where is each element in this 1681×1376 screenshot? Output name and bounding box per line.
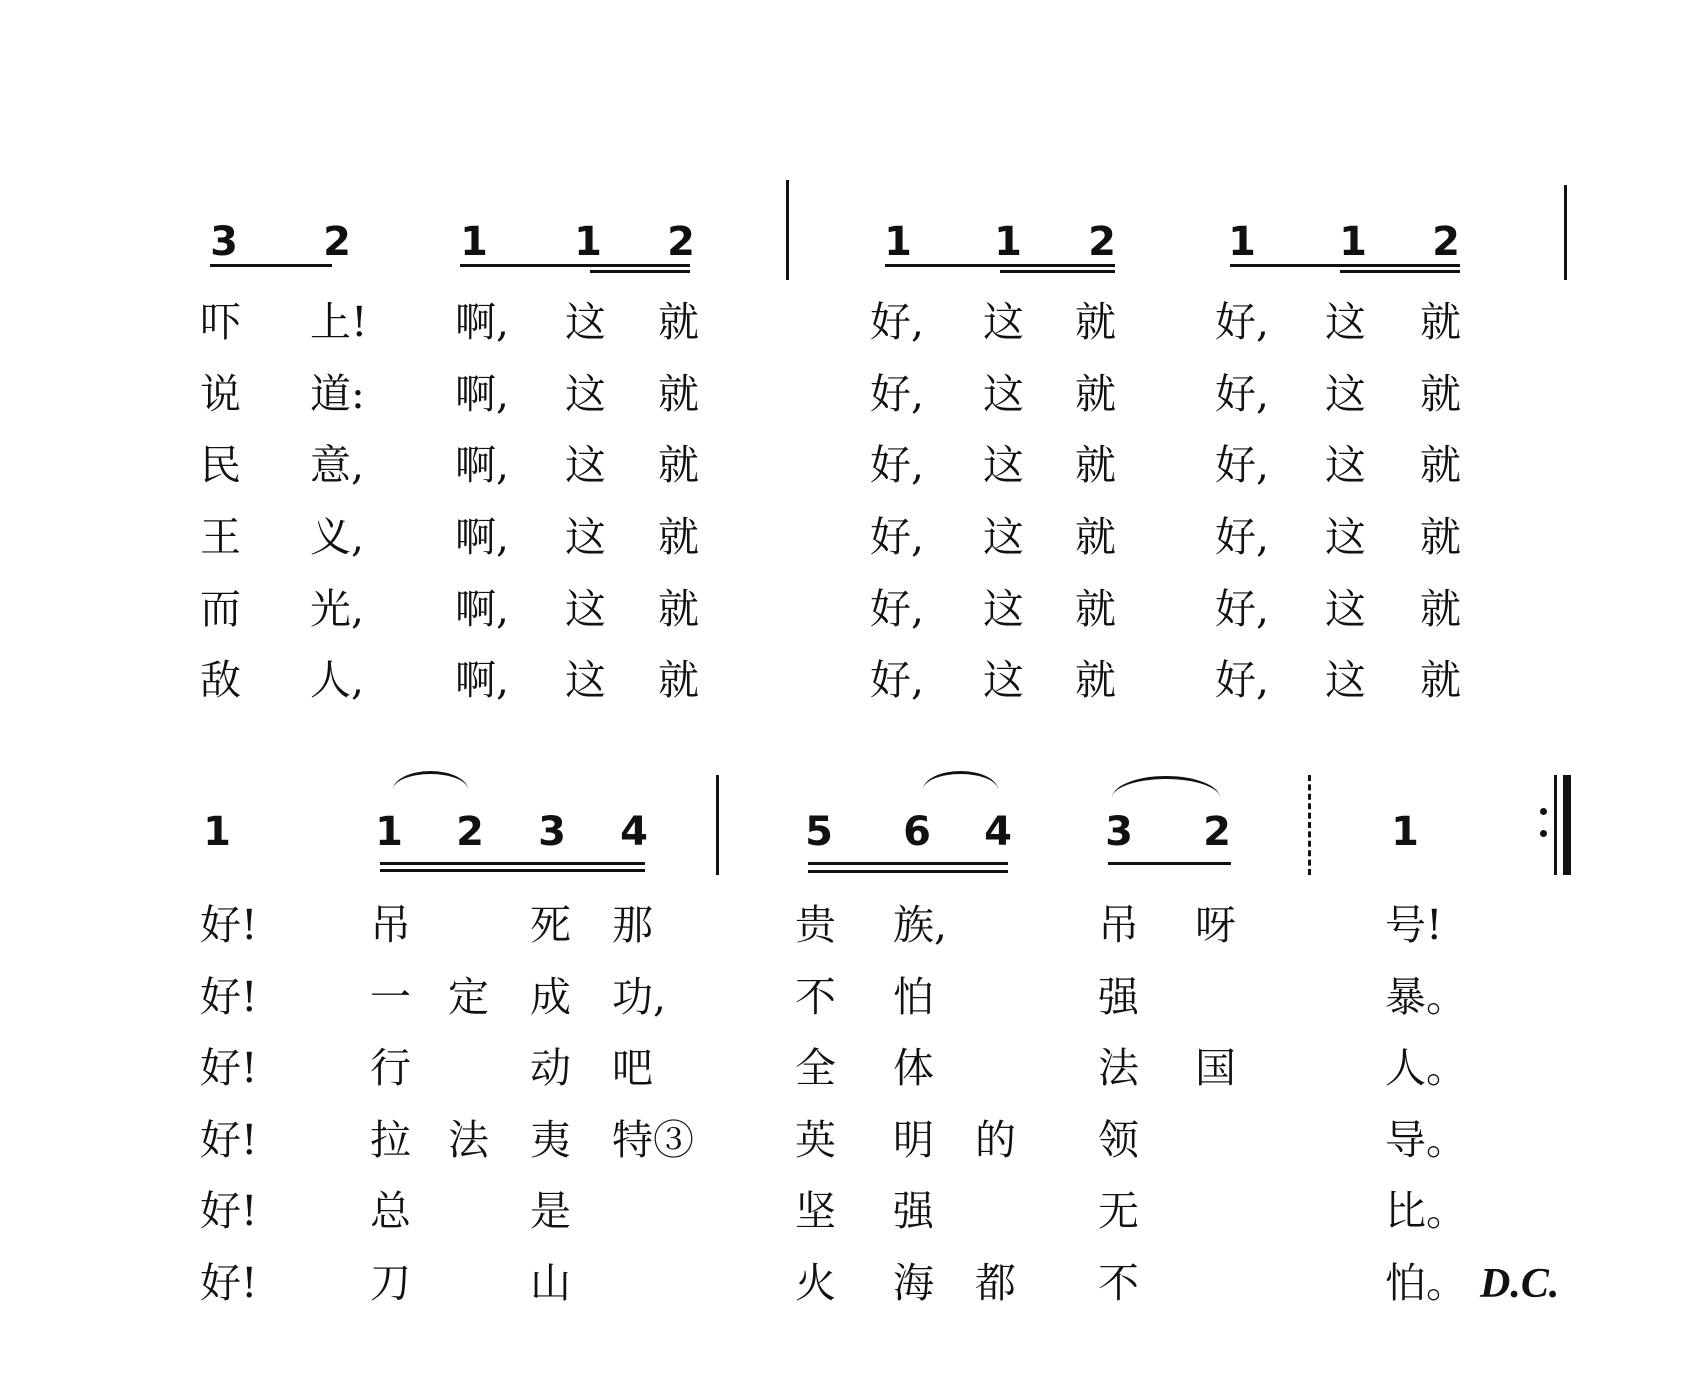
system2-lyric: 特③ (612, 1116, 694, 1164)
system1-lyric: 啊, (455, 656, 510, 704)
system1-lyric: 就 (658, 513, 699, 561)
note-underline (808, 870, 1008, 873)
system2-lyric: 行 (370, 1044, 411, 1092)
system1-note: 2 (667, 219, 695, 265)
system2-lyric: 海 (893, 1259, 934, 1307)
note-underline (1000, 270, 1115, 273)
system1-lyric: 这 (1325, 441, 1366, 489)
system2-lyric: 刀 (370, 1259, 411, 1307)
system1-lyric: 好, (870, 441, 925, 489)
system2-lyric: 领 (1098, 1116, 1139, 1164)
system2-lyric: 人。 (1385, 1044, 1467, 1092)
system2-lyric: 好! (200, 1044, 258, 1092)
note-underline (380, 862, 645, 865)
system1-lyric: 这 (565, 298, 606, 346)
system1-lyric: 而 (200, 585, 241, 633)
system2-lyric: 是 (530, 1187, 571, 1235)
system1-note: 2 (1088, 219, 1116, 265)
slur-arc (923, 771, 998, 790)
system1-note: 1 (1228, 219, 1256, 265)
system1-lyric: 人, (310, 656, 365, 704)
system1-note: 3 (210, 219, 238, 265)
system1-lyric: 就 (658, 370, 699, 418)
system1-note: 1 (460, 219, 488, 265)
system1-lyric: 义, (310, 513, 365, 561)
system2-note: 2 (456, 809, 484, 855)
system2-lyric: 不 (795, 973, 836, 1021)
system1-lyric: 这 (565, 585, 606, 633)
system2-lyric: 不 (1098, 1259, 1139, 1307)
system1-lyric: 就 (1075, 656, 1116, 704)
system2-note: 1 (375, 809, 403, 855)
dashed-barline (1308, 775, 1311, 875)
system2-lyric: 明 (893, 1116, 934, 1164)
note-underline (590, 270, 690, 273)
system1-lyric: 吓 (200, 298, 241, 346)
repeat-dot (1540, 830, 1547, 837)
system1-lyric: 就 (1420, 656, 1461, 704)
system2-lyric: 国 (1195, 1044, 1236, 1092)
system1-lyric: 这 (983, 513, 1024, 561)
system1-lyric: 就 (1075, 441, 1116, 489)
system1-note: 2 (1432, 219, 1460, 265)
system2-lyric: 总 (370, 1187, 411, 1235)
system1-lyric: 这 (983, 370, 1024, 418)
system1-note: 1 (994, 219, 1022, 265)
system1-lyric: 好, (870, 298, 925, 346)
system2-note: 2 (1203, 809, 1231, 855)
note-underline (460, 264, 690, 267)
system2-lyric: 成 (530, 973, 571, 1021)
system1-lyric: 就 (1075, 513, 1116, 561)
system1-lyric: 啊, (455, 513, 510, 561)
system1-lyric: 好, (870, 585, 925, 633)
dc-marking: D.C. (1480, 1261, 1560, 1307)
system2-lyric: 暴。 (1385, 973, 1467, 1021)
system2-lyric: 吧 (612, 1044, 653, 1092)
system1-note: 1 (1339, 219, 1367, 265)
barline (786, 180, 789, 280)
system2-note: 5 (805, 809, 833, 855)
system1-lyric: 就 (1420, 513, 1461, 561)
system1-lyric: 啊, (455, 441, 510, 489)
slur-arc (1112, 776, 1220, 798)
system2-lyric: 火 (795, 1259, 836, 1307)
system1-lyric: 这 (983, 441, 1024, 489)
system2-lyric: 好! (200, 901, 258, 949)
system2-lyric: 导。 (1385, 1116, 1467, 1164)
system2-lyric: 的 (975, 1116, 1016, 1164)
system1-lyric: 这 (565, 513, 606, 561)
note-underline (1340, 270, 1460, 273)
system2-lyric: 都 (975, 1259, 1016, 1307)
system1-lyric: 好, (1215, 656, 1270, 704)
barline (716, 775, 719, 875)
system2-lyric: 全 (795, 1044, 836, 1092)
system2-note: 1 (1391, 809, 1419, 855)
system1-lyric: 就 (1420, 441, 1461, 489)
system1-lyric: 好, (1215, 441, 1270, 489)
system2-lyric: 法 (1098, 1044, 1139, 1092)
system1-lyric: 好, (1215, 513, 1270, 561)
system1-note: 1 (574, 219, 602, 265)
system2-lyric: 吊 (370, 901, 411, 949)
slur-arc (393, 771, 468, 790)
system1-lyric: 这 (1325, 585, 1366, 633)
system1-lyric: 这 (565, 370, 606, 418)
note-underline (380, 869, 645, 872)
system2-lyric: 好! (200, 1187, 258, 1235)
system2-lyric: 号! (1385, 901, 1443, 949)
system2-lyric: 强 (1098, 973, 1139, 1021)
note-underline (808, 862, 1008, 865)
system1-lyric: 这 (1325, 656, 1366, 704)
system2-lyric: 体 (893, 1044, 934, 1092)
system1-lyric: 这 (983, 585, 1024, 633)
system1-lyric: 民 (200, 441, 241, 489)
system1-lyric: 好, (1215, 370, 1270, 418)
repeat-thick-barline (1563, 775, 1571, 875)
system1-lyric: 就 (1075, 298, 1116, 346)
system1-lyric: 就 (1420, 370, 1461, 418)
system2-lyric: 一 (370, 973, 411, 1021)
repeat-dot (1540, 808, 1547, 815)
system1-lyric: 就 (1075, 585, 1116, 633)
system1-lyric: 这 (1325, 370, 1366, 418)
system1-lyric: 好, (1215, 298, 1270, 346)
system1-lyric: 这 (983, 656, 1024, 704)
note-underline (1230, 264, 1460, 267)
system2-note: 1 (203, 809, 231, 855)
system1-lyric: 光, (310, 585, 365, 633)
system1-lyric: 好, (870, 513, 925, 561)
system1-lyric: 就 (658, 656, 699, 704)
system1-lyric: 就 (658, 441, 699, 489)
system1-lyric: 说 (200, 370, 241, 418)
system2-lyric: 英 (795, 1116, 836, 1164)
system2-note: 6 (903, 809, 931, 855)
system2-lyric: 族, (893, 901, 948, 949)
system2-lyric: 强 (893, 1187, 934, 1235)
system2-lyric: 坚 (795, 1187, 836, 1235)
system1-lyric: 啊, (455, 370, 510, 418)
system2-lyric: 功, (612, 973, 667, 1021)
system1-lyric: 啊, (455, 585, 510, 633)
system2-lyric: 好! (200, 973, 258, 1021)
system2-lyric: 那 (612, 901, 653, 949)
system2-note: 3 (1105, 809, 1133, 855)
repeat-thin-barline (1554, 775, 1557, 875)
system1-lyric: 啊, (455, 298, 510, 346)
system1-note: 1 (884, 219, 912, 265)
system2-lyric: 吊 (1098, 901, 1139, 949)
note-underline (1108, 862, 1231, 865)
note-underline (885, 264, 1115, 267)
system2-lyric: 无 (1098, 1187, 1139, 1235)
system2-lyric: 比。 (1385, 1187, 1467, 1235)
system2-lyric: 贵 (795, 901, 836, 949)
system1-lyric: 就 (658, 585, 699, 633)
system2-lyric: 动 (530, 1044, 571, 1092)
system1-lyric: 意, (310, 441, 365, 489)
system2-lyric: 拉 (370, 1116, 411, 1164)
system2-lyric: 好! (200, 1116, 258, 1164)
system2-note: 3 (538, 809, 566, 855)
system1-lyric: 就 (1075, 370, 1116, 418)
system1-lyric: 就 (1420, 585, 1461, 633)
system2-lyric: 呀 (1195, 901, 1236, 949)
system1-lyric: 道: (310, 370, 365, 418)
system1-lyric: 这 (565, 656, 606, 704)
system1-lyric: 这 (983, 298, 1024, 346)
system1-lyric: 这 (1325, 298, 1366, 346)
system2-note: 4 (620, 809, 648, 855)
system2-lyric: 法 (448, 1116, 489, 1164)
system1-lyric: 就 (658, 298, 699, 346)
system1-lyric: 这 (565, 441, 606, 489)
system2-lyric: 定 (448, 973, 489, 1021)
system1-lyric: 上! (310, 298, 368, 346)
system1-lyric: 敌 (200, 656, 241, 704)
barline (1564, 185, 1567, 280)
system2-lyric: 山 (530, 1259, 571, 1307)
system1-lyric: 好, (870, 370, 925, 418)
system2-lyric: 好! (200, 1259, 258, 1307)
system1-lyric: 好, (870, 656, 925, 704)
system2-lyric: 怕。 (1385, 1259, 1467, 1307)
system1-lyric: 这 (1325, 513, 1366, 561)
note-underline (210, 264, 332, 267)
system1-note: 2 (323, 219, 351, 265)
system2-lyric: 夷 (530, 1116, 571, 1164)
system2-lyric: 怕 (893, 973, 934, 1021)
system1-lyric: 就 (1420, 298, 1461, 346)
system2-note: 4 (984, 809, 1012, 855)
system2-lyric: 死 (530, 901, 571, 949)
system1-lyric: 好, (1215, 585, 1270, 633)
system1-lyric: 王 (200, 513, 241, 561)
